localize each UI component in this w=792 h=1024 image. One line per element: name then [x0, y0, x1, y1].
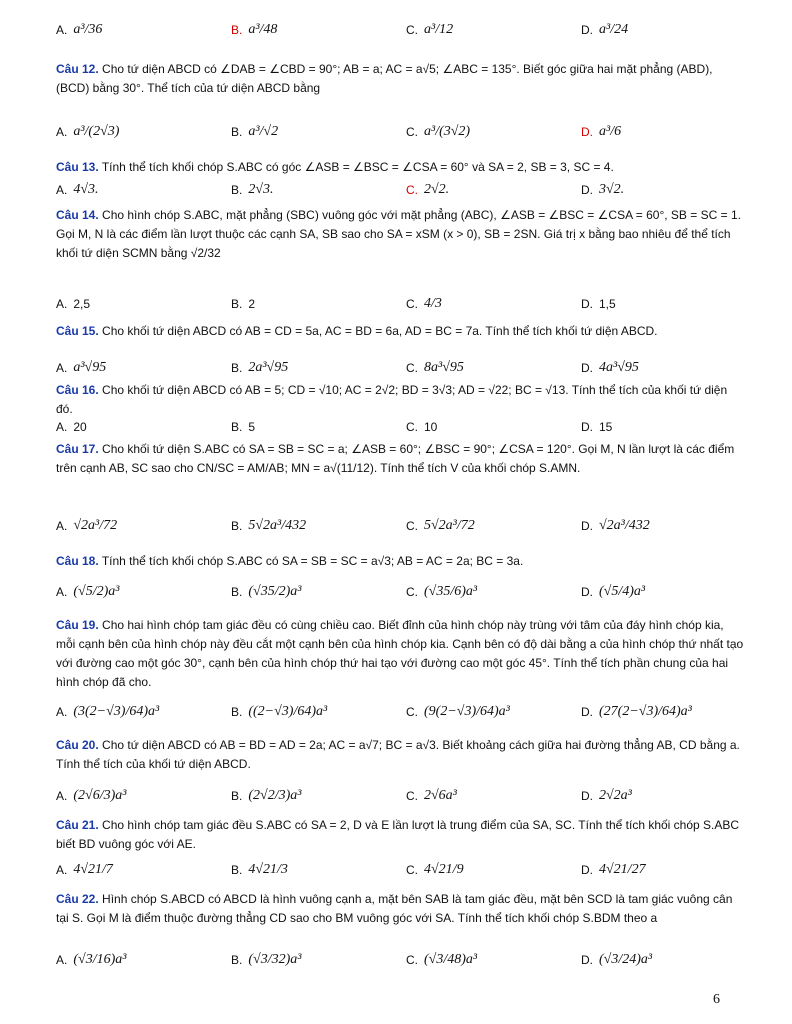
option-b: B. 5	[231, 420, 256, 434]
option-d: D. (27(2−√3)/64)a³	[581, 704, 692, 719]
option-b: B. a³/√2	[231, 124, 279, 139]
question-19: Câu 19. Cho hai hình chóp tam giác đều có cùng chiều cao. Biết đỉnh của hình chóp này trùng với tâm của đáy hình chóp kia, mỗi cạnh bên của hình chóp này đều cắt một cạnh bên của hình chóp kia. Cạnh bên có độ dài bằng a của hình chóp thứ nhất tạo với đường cao một góc 30°, cạnh bên của hình chóp thứ hai tạo với đường cao một góc 45°. Tính thể tích phần chung của hai hình chóp đã cho.	[56, 618, 744, 689]
options-q19	[56, 692, 746, 732]
option-a: A. (2√6/3)a³	[56, 788, 127, 803]
option-a: A. (3(2−√3)/64)a³	[56, 704, 160, 719]
option-c: C. 4√21/9	[406, 862, 464, 877]
option-b: B. ((2−√3)/64)a³	[231, 704, 328, 719]
options-q21	[56, 850, 746, 890]
question-14: Câu 14. Cho hình chóp S.ABC, mặt phẳng (SBC) vuông góc với mặt phẳng (ABC), ∠ASB = ∠BSC = ∠CSA = 60°, SB = SC = 1. Gọi M, N là các điểm lần lượt thuộc các cạnh SA, SB sao cho SA = xSM (x > 0), SB = 2SN. Giá trị x bằng bao nhiêu để thể tích khối tứ diện SCMN bằng √2/32	[56, 208, 741, 260]
option-b: B. 2√3.	[231, 182, 274, 197]
option-d: D. √2a³/432	[581, 518, 650, 533]
option-d: D. 15	[581, 420, 613, 434]
question-18: Câu 18. Tính thể tích khối chóp S.ABC có SA = SB = SC = a√3; AB = AC = 2a; BC = 3a.	[56, 554, 524, 568]
option-c: C. (9(2−√3)/64)a³	[406, 704, 510, 719]
option-d: D. a³/6	[581, 124, 622, 139]
option-a: A. (√5/2)a³	[56, 584, 120, 599]
option-a: A. 4√3.	[56, 182, 99, 197]
option-c: C. 5√2a³/72	[406, 518, 475, 533]
option-c: C. a³/12	[406, 22, 454, 37]
option-b: B. 2	[231, 297, 256, 311]
option-a: A. √2a³/72	[56, 518, 118, 533]
option-c: C. (√35/6)a³	[406, 584, 478, 599]
options-q17	[56, 506, 746, 546]
page-number: 6	[713, 992, 720, 1007]
option-d: D. 4a³√95	[581, 360, 639, 375]
options-q14	[56, 284, 746, 324]
option-b: B. 2a³√95	[231, 360, 289, 375]
option-b: B. 5√2a³/432	[231, 518, 307, 533]
option-d: D. 3√2.	[581, 182, 625, 197]
option-a: A. 20	[56, 420, 87, 434]
options-q13	[56, 170, 746, 210]
option-c: C. a³/(3√2)	[406, 124, 471, 139]
option-d: D. (√5/4)a³	[581, 584, 646, 599]
option-c: C. 8a³√95	[406, 360, 464, 375]
option-b: B. a³/48	[231, 22, 278, 37]
option-b: B. (√3/32)a³	[231, 952, 302, 967]
option-a: A. a³√95	[56, 360, 107, 375]
option-a: A. (√3/16)a³	[56, 952, 127, 967]
question-12: Câu 12. Cho tứ diện ABCD có ∠DAB = ∠CBD = 90°; AB = a; AC = a√5; ∠ABC = 135°. Biết góc giữa hai mặt phẳng (ABD), (BCD) bằng 30°. Thể tích của tứ diện ABCD bằng	[56, 62, 713, 95]
option-d: D. 1,5	[581, 297, 616, 311]
option-d: D. 4√21/27	[581, 862, 646, 877]
question-20: Câu 20. Cho tứ diện ABCD có AB = BD = AD = 2a; AC = a√7; BC = a√3. Biết khoảng cách giữa hai đường thẳng AB, CD bằng a. Tính thể tích của khối tứ diện ABCD.	[56, 738, 740, 771]
options-q18	[56, 572, 746, 612]
question-15: Câu 15. Cho khối tứ diện ABCD có AB = CD = 5a, AC = BD = 6a, AD = BC = 7a. Tính thể tích khối tứ diện ABCD.	[56, 324, 658, 338]
options-q12	[56, 112, 746, 152]
option-a: A. 4√21/7	[56, 862, 113, 877]
option-d: D. (√3/24)a³	[581, 952, 653, 967]
option-c: C. (√3/48)a³	[406, 952, 478, 967]
option-c: C. 2√6a³	[406, 788, 457, 803]
question-13: Câu 13. Tính thể tích khối chóp S.ABC có góc ∠ASB = ∠BSC = ∠CSA = 60° và SA = 2, SB = 3, SC = 4.	[56, 160, 614, 174]
option-b: B. (√35/2)a³	[231, 584, 302, 599]
option-c: C. 4/3	[406, 296, 442, 311]
option-a: A. a³/(2√3)	[56, 124, 120, 139]
option-c: C. 10	[406, 420, 438, 434]
option-b: B. 4√21/3	[231, 862, 288, 877]
option-d: D. a³/24	[581, 22, 629, 37]
options-q22	[56, 940, 746, 980]
option-a: A. 2,5	[56, 297, 91, 311]
option-a: A. a³/36	[56, 22, 103, 37]
option-d: D. 2√2a³	[581, 788, 632, 803]
question-17: Câu 17. Cho khối tứ diện S.ABC có SA = SB = SC = a; ∠ASB = 60°; ∠BSC = 90°; ∠CSA = 120°. Gọi M, N lần lượt là các điểm trên cạnh AB, SC sao cho CN/SC = AM/AB; MN = a√(11/12). Tính thể tích V của khối chóp S.AMN.	[56, 442, 735, 475]
options-q20	[56, 776, 746, 816]
question-22: Câu 22. Hình chóp S.ABCD có ABCD là hình vuông cạnh a, mặt bên SAB là tam giác đều, mặt bên SCD là tam giác vuông cân tại S. Gọi M là điểm thuộc đường thẳng CD sao cho BM vuông góc với SA. Tính thể tích khối chóp S.BDM theo a	[56, 892, 733, 925]
option-c: C. 2√2.	[406, 182, 450, 197]
option-b: B. (2√2/3)a³	[231, 788, 302, 803]
options-q11	[56, 10, 746, 50]
question-21: Câu 21. Cho hình chóp tam giác đều S.ABC có SA = 2, D và E lần lượt là trung điểm của SA, SC. Tính thể tích khối chóp S.ABC biết BD vuông góc với AE.	[56, 818, 740, 851]
question-16: Câu 16. Cho khối tứ diện ABCD có AB = 5; CD = √10; AC = 2√2; BD = 3√3; AD = √22; BC = √13. Tính thể tích của khối tứ diện đó.	[56, 383, 728, 416]
